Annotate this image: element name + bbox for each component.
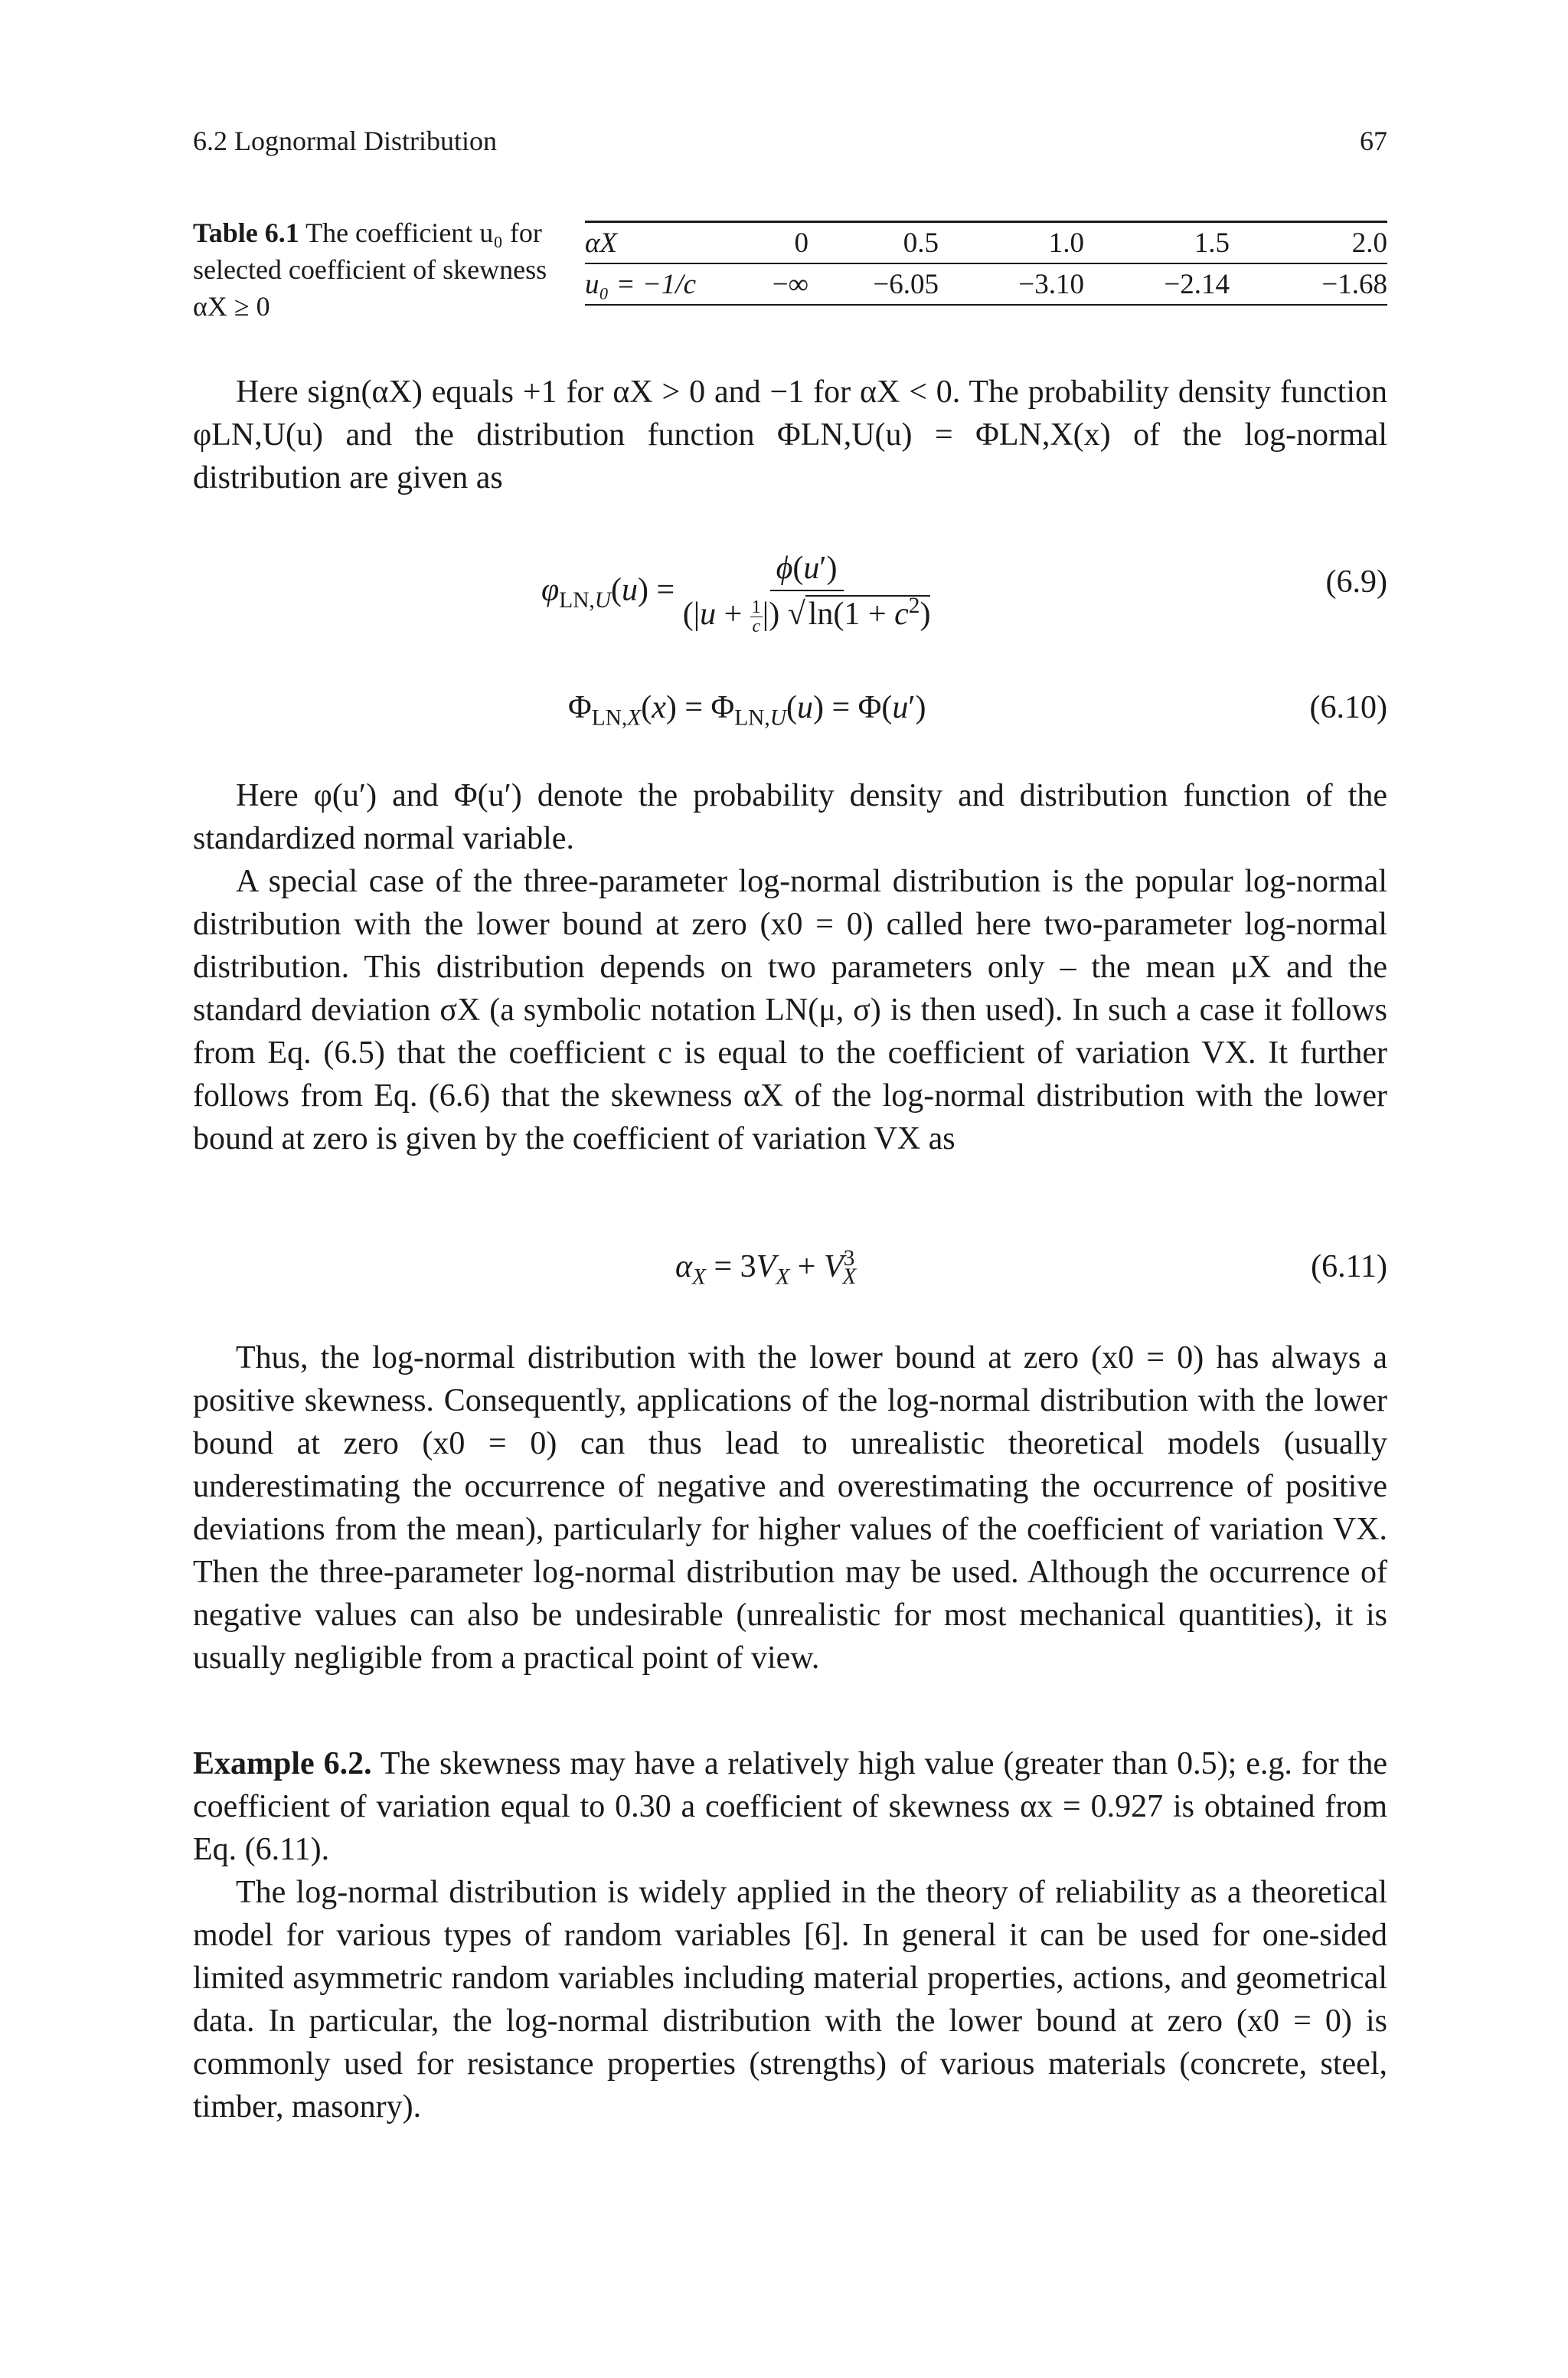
table-cell: −3.10 xyxy=(1018,268,1084,300)
table-row xyxy=(585,264,1387,304)
table xyxy=(585,221,1387,306)
paragraph: Here sign(αX) equals +1 for αX > 0 and −1 for αX < 0. The probability density function φLN,U(u) and the distribution function ΦLN,U(u) = ΦLN,X(x) of the log-normal distribution are given as xyxy=(193,375,1387,496)
table-label: Table 6.1 xyxy=(193,218,299,248)
example-text: The skewness may have a relatively high value (greater than 0.5); e.g. for the coefficient of variation equal to 0.30 a coefficient of skewness αx = 0.927 is obtained from Eq. (6.11). xyxy=(193,1746,1388,1867)
table-cell: −1.68 xyxy=(1321,268,1387,300)
paragraph: Thus, the log-normal distribution with the lower bound at zero (x0 = 0) has always a positive skewness. Consequently, applications of the log-normal distribution with the lower bound at zero (x0 = 0) can thus lead to unrealistic theoretical models (usually underestimating the occurrence of negative and overestimating the occurrence of positive deviations from the mean), particularly for higher values of the coefficient of variation VX. Then the three-parameter log-normal distribution may be used. Although the occurrence of negative values can also be undesirable (unrealistic for most mechanical quantities), it is usually negligible from a practical point of view. xyxy=(193,1340,1387,1676)
table-header-cell: 1.0 xyxy=(1048,227,1084,259)
paragraph: The log-normal distribution is widely applied in the theory of reliability as a theoretical model for various types of random variables [6]. In general it can be used for one-sided limited asymmetric random variables including material properties, actions, and geometrical data. In particular, the log-normal distribution with the lower bound at zero (x0 = 0) is commonly used for resistance properties (strengths) of various materials (concrete, steel, timber, masonry). xyxy=(193,1875,1387,2124)
equation-number: (6.9) xyxy=(1325,564,1387,600)
equation-body: $\varphi_{LN,U}(u)$ = ϕ(u′) (|u + $\frac{1}{c}$ |) $√\ln(1 + c^2)$ xyxy=(541,551,931,636)
table-header-cell: 2.0 xyxy=(1351,227,1387,259)
table-header-row xyxy=(585,223,1387,263)
equation-number: (6.10) xyxy=(1309,690,1387,725)
equation-6-11 xyxy=(193,1248,1387,1302)
example-paragraph xyxy=(193,1742,1387,1871)
equation-number: (6.11) xyxy=(1311,1249,1387,1284)
page-number: 67 xyxy=(1360,126,1387,156)
equation-6-10 xyxy=(193,689,1387,735)
table-header-cell: 0 xyxy=(794,227,808,259)
table-caption-text: The coefficient u₀ for selected coefficient of skewness αX ≥ 0 xyxy=(193,218,547,322)
table-header-cell: 1.5 xyxy=(1194,227,1230,259)
table-cell: −6.05 xyxy=(873,268,939,300)
paragraph: Here φ(u′) and Φ(u′) denote the probability density and distribution function of the standardized normal variable. xyxy=(193,778,1387,856)
equation-body: $\Phi_{LN,X}(x) = \Phi_{LN,U}(u) = \Phi(u')$ xyxy=(568,690,926,731)
table-cell: u₀ = −1/c xyxy=(585,268,697,300)
table-bottom-rule xyxy=(585,304,1387,306)
paragraph: A special case of the three-parameter log-normal distribution is the popular log-normal distribution with the lower bound at zero (x0 = 0) called here two-parameter log-normal distribution. This distribution depends on two parameters only – the mean μX and the standard deviation σX (a symbolic notation LN(μ, σ) is then used). In such a case it follows from Eq. (6.5) that the coefficient c is equal to the coefficient of variation VX. It further follows from Eq. (6.6) that the skewness αX of the log-normal distribution with the lower bound at zero is given by the coefficient of variation VX as xyxy=(193,864,1387,1156)
table-cell: −2.14 xyxy=(1164,268,1230,300)
table-cell: −∞ xyxy=(772,268,808,300)
section-title: 6.2 Lognormal Distribution xyxy=(193,126,497,156)
example-label: Example 6.2. xyxy=(193,1746,372,1781)
equation-body: $\alpha_X = 3V_X + V^3_X$ xyxy=(675,1246,857,1290)
table-caption xyxy=(193,214,560,325)
equation-6-9 xyxy=(193,536,1387,643)
table-header-cell: 0.5 xyxy=(903,227,939,259)
equation-fraction: ϕ(u′) (|u + $\frac{1}{c}$ |) $√\ln(1 + c^2)$ xyxy=(682,551,931,636)
table-header-cell: αX xyxy=(585,227,618,259)
